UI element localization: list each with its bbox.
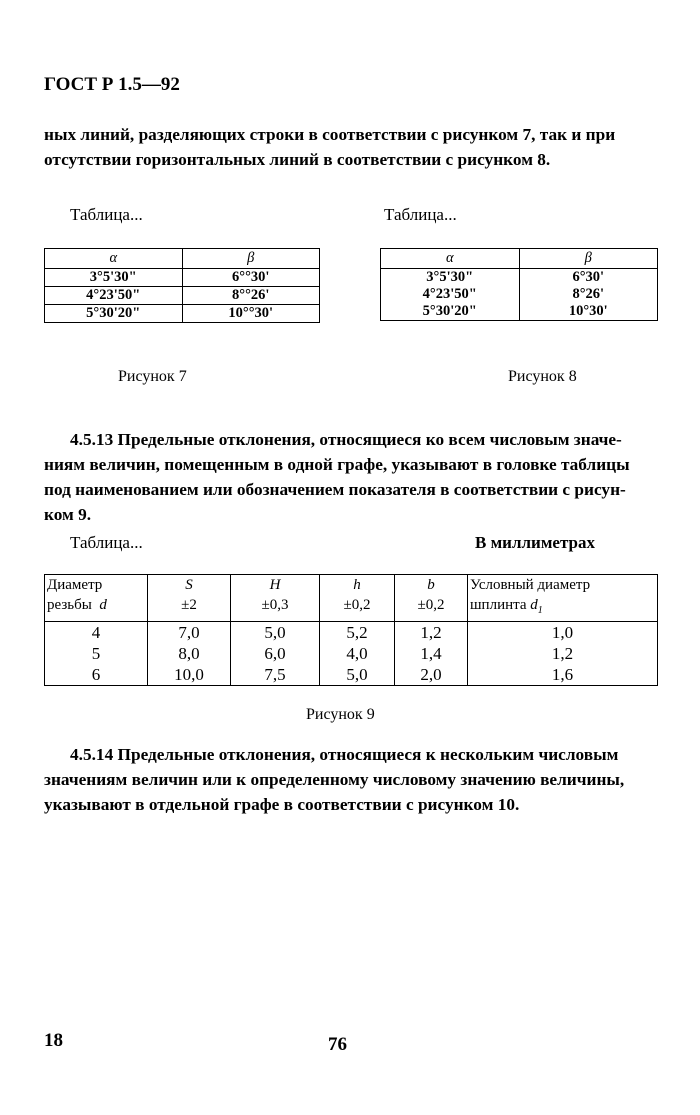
figure8-cell: 5°30'20" [381,303,520,321]
figure8-header-beta: β [519,249,658,269]
figure7-caption: Рисунок 7 [118,368,187,385]
figure8-cell: 4°23'50" [381,286,520,303]
section-4-5-13-line-1: 4.5.13 Предельные отклонения, относящиеся ко всем числовым значе- [70,430,622,449]
figure7-cell: 10°°30' [182,305,320,323]
figure9-cell: 10,0 [148,664,231,686]
figure9-header-b-tolerance: ±0,2 [417,597,445,613]
figure9-cell: 1,0 [468,622,658,644]
figure9-header-diameter-line1: Диаметр [47,577,103,593]
figure9-cell: 6,0 [231,643,320,664]
figure9-header-H-symbol: H [269,577,281,593]
figure9-header-cond-line2: шплинта [470,597,527,613]
table-row [45,269,320,287]
table-row [45,664,658,686]
section-4-5-13-line-3: под наименованием или обозначением показателя в соответствии с рисун- [44,480,626,499]
table-row [45,622,658,644]
figure9-header-cond-line1: Условный диаметр [470,577,591,593]
section-4-5-14-line-1: 4.5.14 Предельные отклонения, относящиеся к нескольким числовым [70,745,619,764]
table-row [381,269,658,287]
section-4-5-14-line-2: значениям величин или к определенному числовому значению величины, [44,770,625,789]
figure9-header-h-symbol: h [353,577,361,593]
table-row [45,643,658,664]
figure7-table [44,248,320,323]
figure9-header-h [320,575,395,622]
figure7-table-title: Таблица... [70,205,143,224]
figure9-cell: 1,4 [395,643,468,664]
intro-line-2: отсутствии горизонтальных линий в соответствии с рисунком 8. [44,150,551,169]
figure9-cell: 1,6 [468,664,658,686]
figure9-cell: 1,2 [395,622,468,644]
table-row [45,305,320,323]
figure9-header-S-symbol: S [185,577,193,593]
document-header: ГОСТ Р 1.5—92 [44,74,180,95]
figure9-caption: Рисунок 9 [306,706,375,723]
figure9-cell: 4 [45,622,148,644]
figure8-table [380,248,658,321]
figure9-cell: 4,0 [320,643,395,664]
intro-line-1: ных линий, разделяющих строки в соответствии с рисунком 7, так и при [44,125,616,144]
figure9-header-S [148,575,231,622]
figure9-header-diameter [45,575,148,622]
figure7-header-alpha: α [45,249,183,269]
figure8-caption: Рисунок 8 [508,368,577,385]
table-row [381,286,658,303]
figure9-header-b-symbol: b [427,577,435,593]
section-4-5-13 [44,427,660,527]
figure8-cell: 3°5'30" [381,269,520,287]
figure9-cell: 7,0 [148,622,231,644]
page-number-left: 18 [44,1030,63,1051]
intro-paragraph [44,122,615,172]
figure9-cell: 7,5 [231,664,320,686]
figure9-header-diameter-line2: резьбы [47,597,92,613]
figure9-cell: 5 [45,643,148,664]
page-number-center: 76 [328,1034,347,1055]
section-4-5-14-line-3: указывают в отдельной графе в соответствии с рисунком 10. [44,795,520,814]
figure9-header-b [395,575,468,622]
figure7-cell: 3°5'30" [45,269,183,287]
figure7-cell: 8°°26' [182,287,320,305]
figure7-header-beta: β [182,249,320,269]
figure9-cell: 5,0 [320,664,395,686]
figure9-header-H-tolerance: ±0,3 [261,597,289,613]
figure7-cell: 6°°30' [182,269,320,287]
figure9-cell: 5,2 [320,622,395,644]
table-row [45,287,320,305]
figure9-cell: 6 [45,664,148,686]
figure9-table-title: Таблица... [70,533,143,552]
figure9-header-S-tolerance: ±2 [181,597,197,613]
figure9-cell: 5,0 [231,622,320,644]
figure8-header-alpha: α [381,249,520,269]
figure9-header-cond-symbol: d [530,597,538,613]
section-4-5-13-line-4: ком 9. [44,505,92,524]
figure8-table-title: Таблица... [384,205,457,224]
figure9-cell: 1,2 [468,643,658,664]
figure9-header-d-symbol: d [99,597,107,613]
figure9-table [44,574,658,686]
figure9-header-h-tolerance: ±0,2 [343,597,371,613]
figure9-header-conditional-diameter [468,575,658,622]
figure8-cell: 8°26' [519,286,658,303]
section-4-5-13-line-2: ниям величин, помещенным в одной графе, указывают в головке таблицы [44,455,630,474]
section-4-5-14 [44,742,670,817]
figure8-cell: 6°30' [519,269,658,287]
figure9-header-H [231,575,320,622]
figure9-units: В миллиметрах [475,533,595,552]
figure9-header-cond-subscript: 1 [537,605,543,616]
figure7-cell: 5°30'20" [45,305,183,323]
figure7-cell: 4°23'50" [45,287,183,305]
figure8-cell: 10°30' [519,303,658,321]
table-row [381,303,658,321]
figure9-cell: 8,0 [148,643,231,664]
figure9-cell: 2,0 [395,664,468,686]
